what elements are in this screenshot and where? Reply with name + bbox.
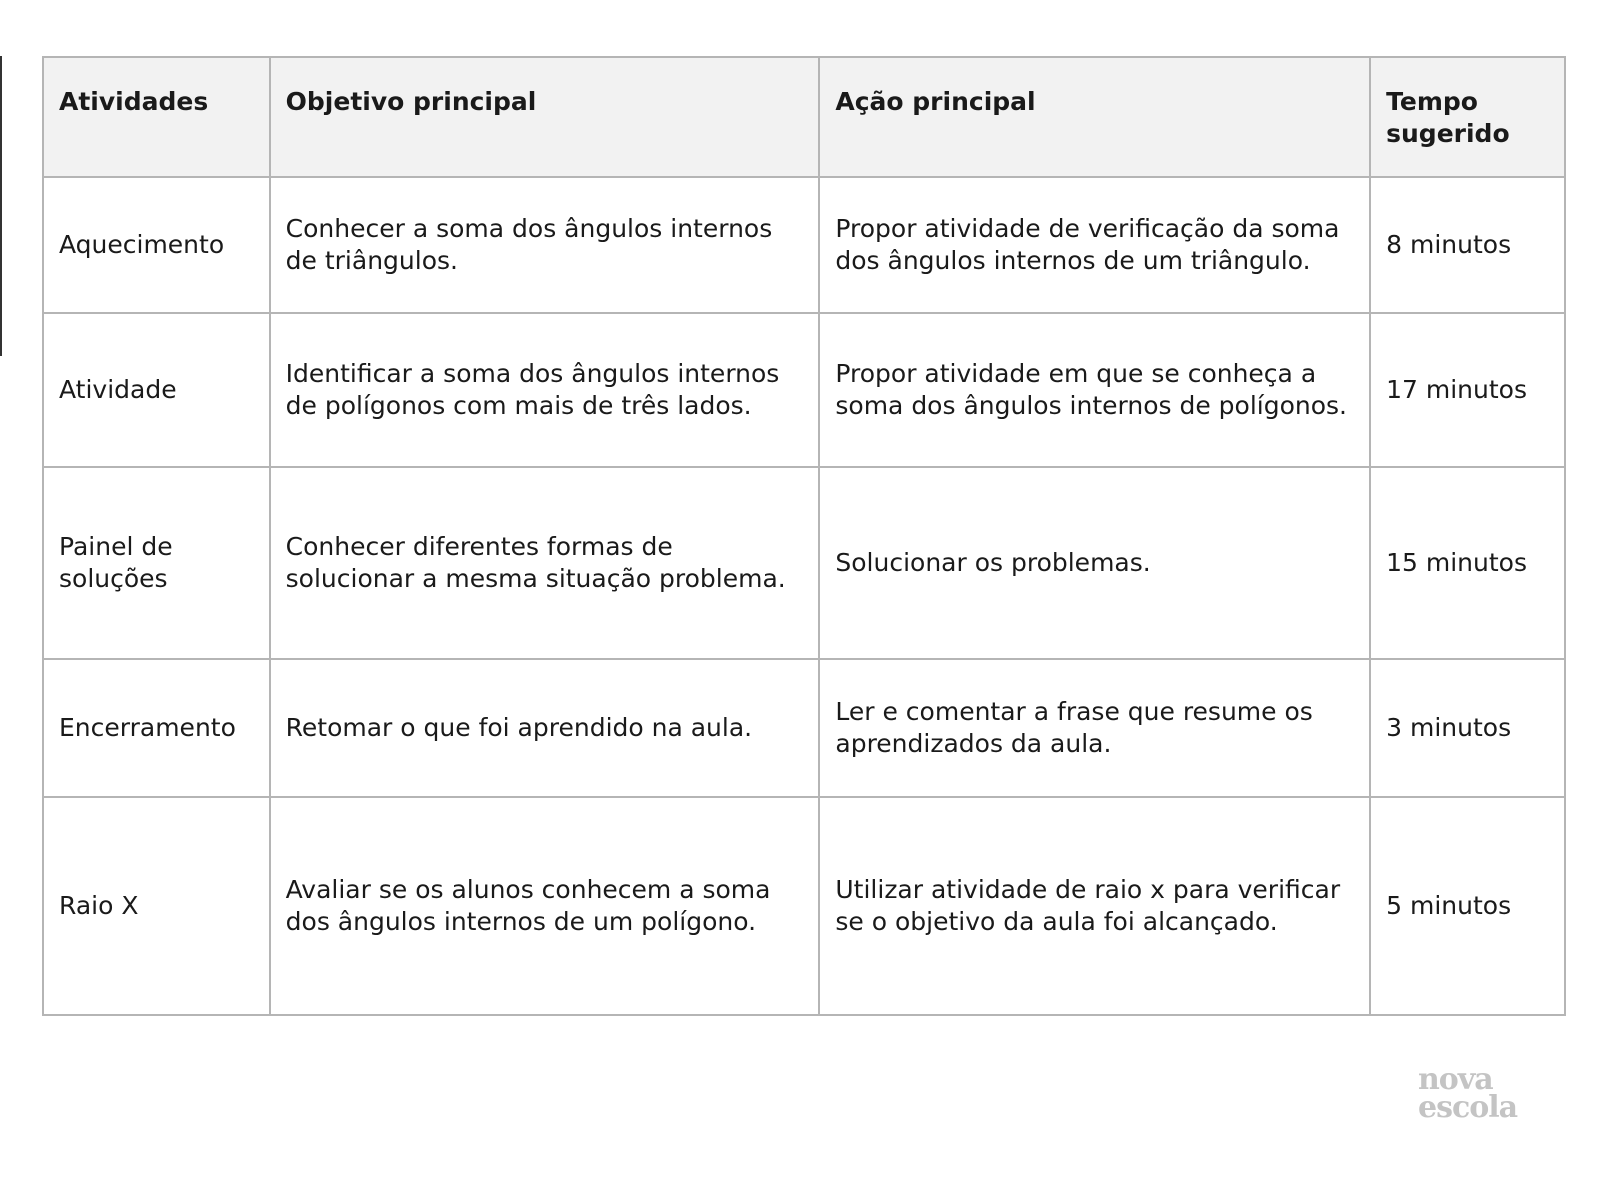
cell-objetivo: Identificar a soma dos ângulos internos de polígonos com mais de três lados. xyxy=(270,313,820,467)
table-header-row xyxy=(43,57,1565,177)
cell-objetivo: Conhecer a soma dos ângulos internos de triângulos. xyxy=(270,177,820,313)
header-atividades: Atividades xyxy=(43,57,270,177)
cell-acao: Solucionar os problemas. xyxy=(819,467,1370,659)
cell-tempo: 8 minutos xyxy=(1370,177,1565,313)
table-row xyxy=(43,797,1565,1015)
table-row xyxy=(43,659,1565,797)
cell-objetivo: Conhecer diferentes formas de solucionar a mesma situação problema. xyxy=(270,467,820,659)
header-acao: Ação principal xyxy=(819,57,1370,177)
cell-acao: Utilizar atividade de raio x para verificar se o objetivo da aula foi alcançado. xyxy=(819,797,1370,1015)
cell-objetivo: Avaliar se os alunos conhecem a soma dos ângulos internos de um polígono. xyxy=(270,797,820,1015)
cell-atividade: Aquecimento xyxy=(43,177,270,313)
left-margin-rule xyxy=(0,56,2,356)
cell-atividade: Encerramento xyxy=(43,659,270,797)
cell-objetivo: Retomar o que foi aprendido na aula. xyxy=(270,659,820,797)
lesson-plan-table xyxy=(42,56,1566,1016)
cell-acao: Propor atividade de verificação da soma dos ângulos internos de um triângulo. xyxy=(819,177,1370,313)
cell-tempo: 3 minutos xyxy=(1370,659,1565,797)
cell-atividade: Raio X xyxy=(43,797,270,1015)
table-row xyxy=(43,467,1565,659)
table-row xyxy=(43,177,1565,313)
cell-acao: Ler e comentar a frase que resume os aprendizados da aula. xyxy=(819,659,1370,797)
header-tempo: Tempo sugerido xyxy=(1370,57,1565,177)
logo-line-2: escola xyxy=(1418,1090,1518,1125)
logo-line-1: nova xyxy=(1418,1062,1493,1097)
cell-tempo: 5 minutos xyxy=(1370,797,1565,1015)
nova-escola-logo xyxy=(1418,1062,1518,1125)
header-objetivo: Objetivo principal xyxy=(270,57,820,177)
cell-acao: Propor atividade em que se conheça a soma dos ângulos internos de polígonos. xyxy=(819,313,1370,467)
cell-tempo: 15 minutos xyxy=(1370,467,1565,659)
table-row xyxy=(43,313,1565,467)
cell-atividade: Painel de soluções xyxy=(43,467,270,659)
cell-tempo: 17 minutos xyxy=(1370,313,1565,467)
cell-atividade: Atividade xyxy=(43,313,270,467)
